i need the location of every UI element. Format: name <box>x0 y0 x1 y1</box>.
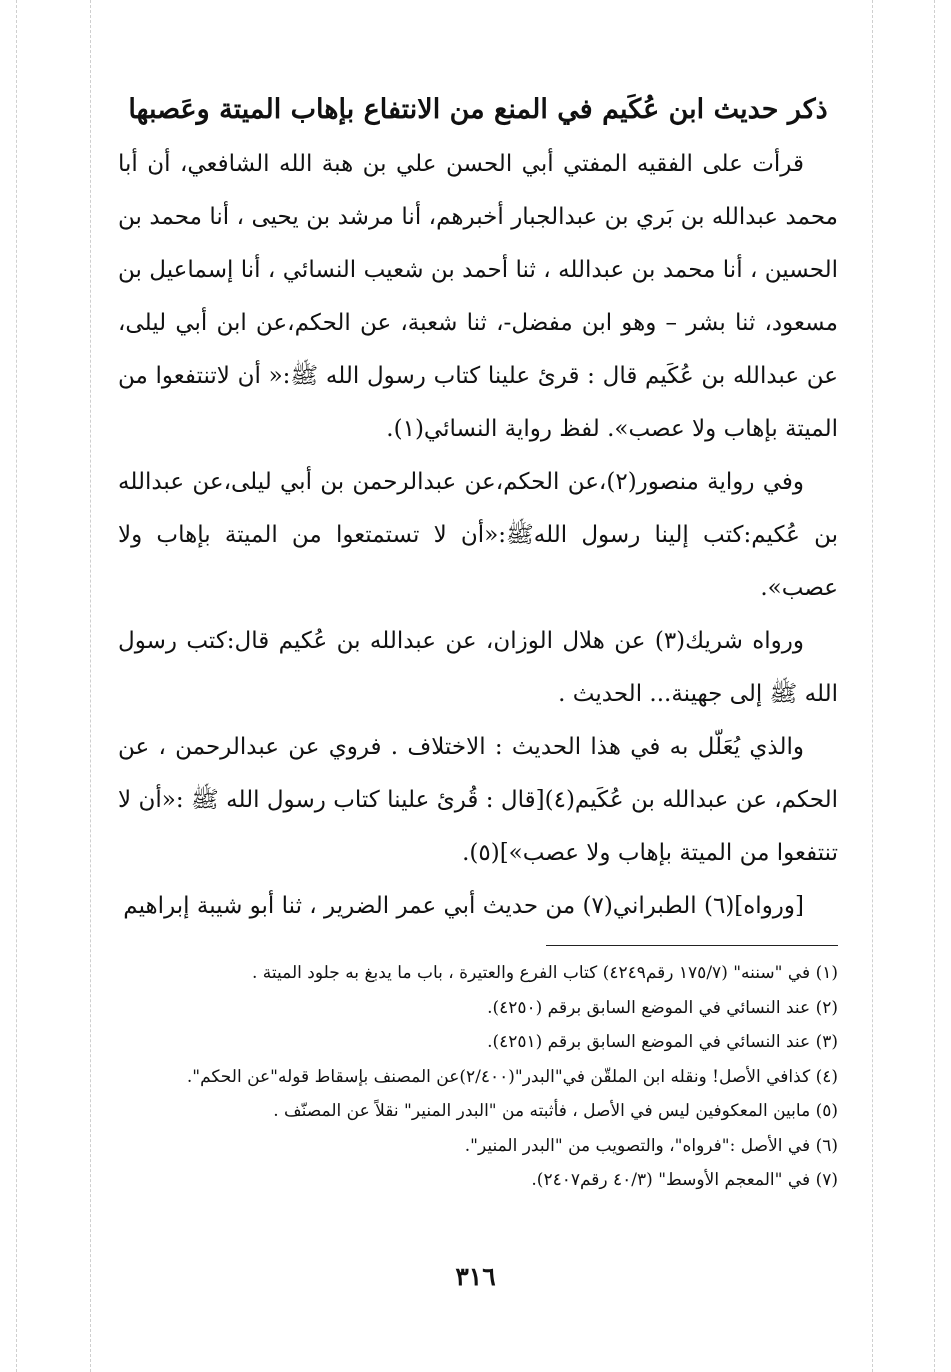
margin-guide-left-outer <box>16 0 17 1372</box>
paragraph-1: قرأت على الفقيه المفتي أبي الحسن علي بن هبة الله الشافعي، أن أبا محمد عبدالله بن بَري بن عبدالجبار أخبرهم، أنا مرشد بن يحيى ، أنا محمد بن الحسين ، أنا محمد بن عبدالله ، ثنا أحمد بن شعيب النسائي ، أنا إسماعيل بن مسعود، ثنا بشر – وهو ابن مفضل-، ثنا شعبة، عن الحكم،عن ابن أبي ليلى، عن عبدالله بن عُكَيم قال : قرئ علينا كتاب رسول الله ﷺ:« أن لاتنتفعوا من الميتة بإهاب ولا عصب». لفظ رواية النسائي(١). <box>118 151 838 442</box>
paragraph-3: ورواه شريك(٣) عن هلال الوزان، عن عبدالله بن عُكيم قال:كتب رسول الله ﷺ إلى جهينة... الحديث . <box>118 628 838 707</box>
page-body <box>118 88 838 1198</box>
footnotes <box>118 956 838 1198</box>
footnote-1: (١) في "سننه" (١٧٥/٧ رقم٤٢٤٩) كتاب الفرع والعتيرة ، باب ما يدبغ به جلود الميتة . <box>251 963 838 983</box>
footnote-divider <box>546 945 838 946</box>
footnote-6: (٦) في الأصل :"فرواه"، والتصويب من "البدر المنير". <box>464 1135 838 1156</box>
footnote-2: (٢) عند النسائي في الموضع السابق برقم (٤٢٥٠). <box>487 997 838 1018</box>
footnote-4: (٤) كذافي الأصل! ونقله ابن الملقّن في"البدر"(٢/٤٠٠)عن المصنف بإسقاط قوله"عن الحكم". <box>186 1066 838 1087</box>
margin-guide-right-outer <box>934 0 935 1372</box>
margin-guide-right-inner <box>872 0 873 1372</box>
paragraph-4: والذي يُعَلّل به في هذا الحديث : الاختلاف . فروي عن عبدالرحمن ، عن الحكم، عن عبدالله بن عُكَيم(٤)[قال : قُرئ علينا كتاب رسول الله ﷺ :«أن لا تنتفعوا من الميتة بإهاب ولا عصب»](٥). <box>118 734 838 866</box>
footnote-7: (٧) في "المعجم الأوسط" (٤٠/٣ رقم٢٤٠٧). <box>531 1170 838 1190</box>
footnote-5: (٥) مابين المعكوفين ليس في الأصل ، فأثبته من "البدر المنير" نقلاً عن المصنّف . <box>273 1101 838 1121</box>
page-title: ذكر حديث ابن عُكَيم في المنع من الانتفاع بإهاب الميتة وعَصبها <box>128 94 828 125</box>
paragraph-5: [ورواه](٦) الطبراني(٧) من حديث أبي عمر الضرير ، ثنا أبو شيبة إبراهيم <box>123 893 804 919</box>
footnote-3: (٣) عند النسائي في الموضع السابق برقم (٤٢٥١). <box>487 1032 838 1052</box>
paragraph-2: وفي رواية منصور(٢)،عن الحكم،عن عبدالرحمن بن أبي ليلى،عن عبدالله بن عُكيم:كتب إلينا رسول اللهﷺ:«أن لا تستمتعوا من الميتة بإهاب ولا عصب». <box>118 469 838 601</box>
page-number: ٣١٦ <box>455 1262 496 1291</box>
margin-guide-left-inner <box>90 0 91 1372</box>
